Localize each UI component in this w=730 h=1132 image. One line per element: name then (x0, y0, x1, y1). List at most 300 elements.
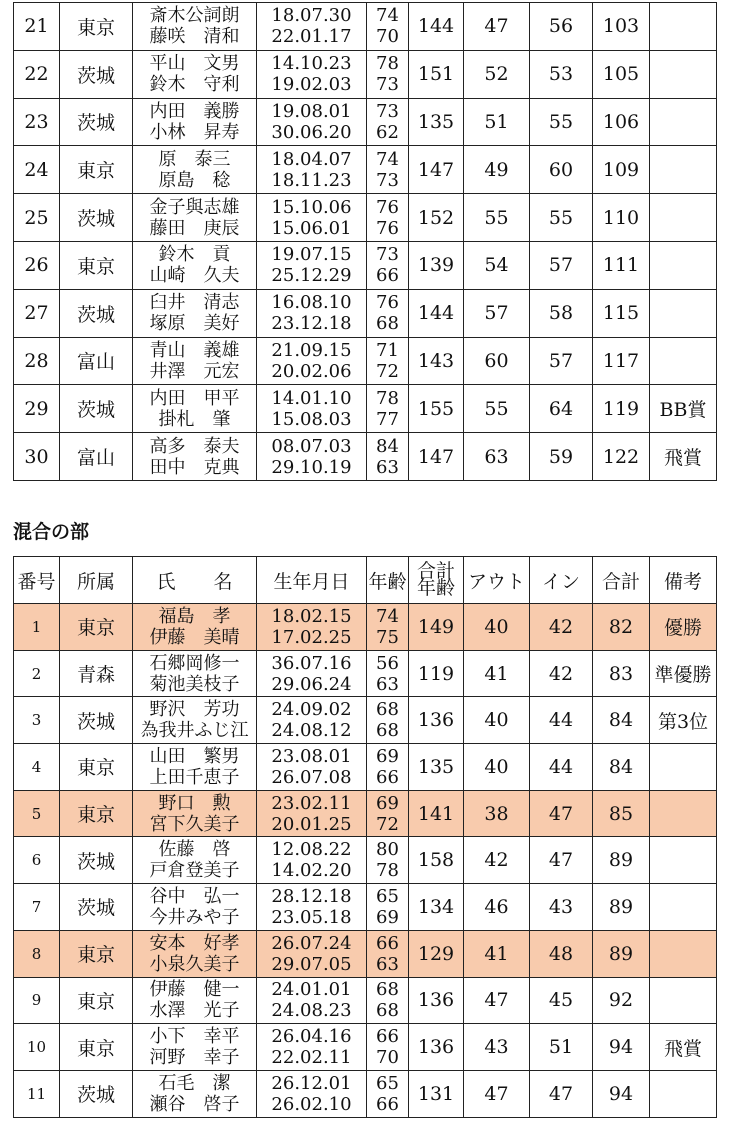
row-names-line: 斎木公詞朗 (149, 5, 240, 27)
row-affiliation: 茨城 (60, 385, 133, 433)
row-note (650, 289, 717, 337)
row-ages-line: 74 (376, 605, 399, 627)
row-dobs-line: 24.08.23 (271, 1000, 352, 1022)
row-note: 飛賞 (650, 1024, 717, 1071)
row-names-line: 為我井ふじ江 (140, 720, 249, 742)
row-total: 106 (593, 98, 650, 146)
row-out: 46 (464, 884, 530, 931)
row-ages (367, 146, 409, 194)
row-total-age: 135 (409, 744, 464, 791)
row-dobs-line: 22.02.11 (271, 1047, 352, 1069)
row-names-line: 内田 甲平 (149, 387, 240, 409)
row-total-age: 119 (409, 650, 464, 697)
row-names (133, 744, 257, 791)
results-table-continued (13, 2, 717, 481)
row-names-line: 伊藤 健一 (149, 979, 240, 1001)
row-ages-line: 84 (376, 435, 399, 457)
row-names-line: 菊池美枝子 (149, 673, 240, 695)
row-note (650, 98, 717, 146)
row-out: 40 (464, 697, 530, 744)
row-names (133, 241, 257, 289)
row-in: 42 (530, 650, 593, 697)
row-names-line: 小林 昇寿 (149, 121, 240, 143)
row-ages-line: 76 (376, 196, 399, 218)
row-total-age: 147 (409, 146, 464, 194)
row-dobs-line: 20.01.25 (271, 813, 352, 835)
row-names (133, 194, 257, 242)
table-row (14, 790, 717, 837)
row-total: 94 (593, 1024, 650, 1071)
row-names-line: 福島 孝 (158, 605, 231, 627)
row-affiliation: 茨城 (60, 194, 133, 242)
table-row (14, 337, 717, 385)
row-number: 23 (14, 98, 60, 146)
row-dobs-line: 12.08.22 (271, 839, 352, 861)
row-in: 57 (530, 337, 593, 385)
row-total-age: 135 (409, 98, 464, 146)
row-total-age: 144 (409, 289, 464, 337)
table-row (14, 650, 717, 697)
table-row (14, 604, 717, 651)
row-dobs-line: 15.10.06 (271, 196, 352, 218)
row-note (650, 194, 717, 242)
row-dobs (257, 884, 367, 931)
row-ages (367, 930, 409, 977)
row-names (133, 930, 257, 977)
row-ages-line: 77 (376, 408, 399, 430)
row-affiliation: 茨城 (60, 98, 133, 146)
table-row (14, 385, 717, 433)
row-out: 60 (464, 337, 530, 385)
header-no: 番号 (14, 557, 60, 604)
row-number: 5 (14, 790, 60, 837)
row-names (133, 650, 257, 697)
row-ages-line: 66 (376, 265, 399, 287)
row-dobs-line: 29.06.24 (271, 673, 352, 695)
row-names-line: 鈴木 守利 (149, 74, 240, 96)
row-names-line: 宮下久美子 (149, 813, 240, 835)
row-names-line: 伊藤 美晴 (149, 626, 240, 648)
row-dobs-line: 14.01.10 (271, 387, 352, 409)
row-names-line: 内田 義勝 (149, 100, 240, 122)
row-ages-line: 73 (376, 100, 399, 122)
row-total-age: 134 (409, 884, 464, 931)
table-row (14, 194, 717, 242)
row-total: 109 (593, 146, 650, 194)
row-dobs (257, 146, 367, 194)
row-dobs (257, 50, 367, 98)
row-ages (367, 241, 409, 289)
row-number: 21 (14, 3, 60, 51)
header-affiliation: 所属 (60, 557, 133, 604)
row-total: 84 (593, 697, 650, 744)
row-dobs-line: 14.02.20 (271, 860, 352, 882)
row-ages-line: 65 (376, 885, 399, 907)
row-total: 119 (593, 385, 650, 433)
row-number: 2 (14, 650, 60, 697)
row-names-line: 戸倉登美子 (149, 860, 240, 882)
row-ages-line: 68 (376, 699, 399, 721)
row-names-line: 瀬谷 啓子 (149, 1093, 240, 1115)
row-total-age: 149 (409, 604, 464, 651)
row-dobs-line: 26.02.10 (271, 1093, 352, 1115)
row-names (133, 50, 257, 98)
row-dobs-line: 23.12.18 (271, 313, 352, 335)
table-row (14, 3, 717, 51)
row-total: 115 (593, 289, 650, 337)
row-number: 24 (14, 146, 60, 194)
row-dobs (257, 790, 367, 837)
row-total-age: 139 (409, 241, 464, 289)
row-dobs-line: 36.07.16 (271, 652, 352, 674)
row-dobs-line: 16.08.10 (271, 292, 352, 314)
row-in: 55 (530, 194, 593, 242)
row-out: 63 (464, 433, 530, 481)
row-dobs-line: 17.02.25 (271, 626, 352, 648)
row-names (133, 385, 257, 433)
row-dobs-line: 19.08.01 (271, 100, 352, 122)
row-ages-line: 62 (376, 121, 399, 143)
row-note (650, 744, 717, 791)
row-note: 優勝 (650, 604, 717, 651)
row-total: 92 (593, 977, 650, 1024)
row-number: 11 (14, 1070, 60, 1117)
row-note (650, 3, 717, 51)
row-ages (367, 790, 409, 837)
row-ages-line: 70 (376, 26, 399, 48)
row-number: 27 (14, 289, 60, 337)
row-ages-line: 66 (376, 932, 399, 954)
row-note (650, 977, 717, 1024)
row-total: 111 (593, 241, 650, 289)
row-dobs-line: 24.01.01 (271, 979, 352, 1001)
row-out: 57 (464, 289, 530, 337)
row-dobs (257, 697, 367, 744)
row-in: 44 (530, 697, 593, 744)
row-in: 53 (530, 50, 593, 98)
row-total-age: 136 (409, 1024, 464, 1071)
row-total: 105 (593, 50, 650, 98)
row-ages (367, 1070, 409, 1117)
row-out: 47 (464, 3, 530, 51)
row-affiliation: 茨城 (60, 50, 133, 98)
row-dobs-line: 26.04.16 (271, 1026, 352, 1048)
row-note: BB賞 (650, 385, 717, 433)
row-dobs-line: 18.04.07 (271, 148, 352, 170)
row-in: 48 (530, 930, 593, 977)
row-out: 55 (464, 194, 530, 242)
row-note (650, 337, 717, 385)
row-affiliation: 富山 (60, 433, 133, 481)
row-dobs (257, 433, 367, 481)
row-note (650, 884, 717, 931)
table-row (14, 1070, 717, 1117)
row-affiliation: 東京 (60, 604, 133, 651)
row-affiliation: 茨城 (60, 884, 133, 931)
row-ages-line: 69 (376, 792, 399, 814)
row-in: 64 (530, 385, 593, 433)
row-ages (367, 1024, 409, 1071)
row-ages (367, 289, 409, 337)
row-names (133, 3, 257, 51)
row-out: 49 (464, 146, 530, 194)
row-names-line: 河野 幸子 (149, 1047, 240, 1069)
row-affiliation: 東京 (60, 930, 133, 977)
row-affiliation: 東京 (60, 241, 133, 289)
row-number: 26 (14, 241, 60, 289)
table-row (14, 433, 717, 481)
row-names (133, 884, 257, 931)
row-dobs-line: 15.06.01 (271, 217, 352, 239)
results-table-mixed (13, 556, 717, 1118)
row-dobs-line: 25.12.29 (271, 265, 352, 287)
row-names (133, 837, 257, 884)
row-note (650, 790, 717, 837)
row-names-line: 小下 幸平 (149, 1026, 240, 1048)
row-in: 60 (530, 146, 593, 194)
row-dobs-line: 26.07.24 (271, 932, 352, 954)
row-number: 4 (14, 744, 60, 791)
row-number: 10 (14, 1024, 60, 1071)
row-affiliation: 東京 (60, 977, 133, 1024)
row-ages (367, 3, 409, 51)
row-ages-line: 78 (376, 53, 399, 75)
row-dobs-line: 23.05.18 (271, 906, 352, 928)
header-total-age-line2: 年齢 (416, 577, 455, 599)
row-affiliation: 東京 (60, 1024, 133, 1071)
row-number: 6 (14, 837, 60, 884)
row-total-age: 151 (409, 50, 464, 98)
row-dobs (257, 930, 367, 977)
row-names (133, 604, 257, 651)
row-ages (367, 744, 409, 791)
row-number: 25 (14, 194, 60, 242)
row-total-age: 136 (409, 697, 464, 744)
table-row (14, 697, 717, 744)
row-number: 3 (14, 697, 60, 744)
row-out: 41 (464, 650, 530, 697)
row-ages-line: 78 (376, 860, 399, 882)
row-ages-line: 70 (376, 1047, 399, 1069)
row-total: 89 (593, 884, 650, 931)
row-total: 94 (593, 1070, 650, 1117)
row-in: 55 (530, 98, 593, 146)
row-ages-line: 65 (376, 1072, 399, 1094)
row-dobs-line: 18.07.30 (271, 5, 352, 27)
header-out: アウト (464, 557, 530, 604)
row-out: 38 (464, 790, 530, 837)
table-row (14, 977, 717, 1024)
row-dobs-line: 08.07.03 (271, 435, 352, 457)
row-total-age: 144 (409, 3, 464, 51)
header-total: 合計 (593, 557, 650, 604)
row-ages-line: 63 (376, 456, 399, 478)
row-total-age: 158 (409, 837, 464, 884)
row-in: 57 (530, 241, 593, 289)
row-total: 82 (593, 604, 650, 651)
row-dobs-line: 26.12.01 (271, 1072, 352, 1094)
row-ages-line: 76 (376, 217, 399, 239)
row-note (650, 837, 717, 884)
row-total-age: 152 (409, 194, 464, 242)
row-ages (367, 977, 409, 1024)
row-affiliation: 茨城 (60, 697, 133, 744)
row-total-age: 141 (409, 790, 464, 837)
row-names-line: 上田千恵子 (149, 766, 240, 788)
row-total: 85 (593, 790, 650, 837)
row-ages (367, 385, 409, 433)
row-names-line: 野沢 芳功 (149, 699, 240, 721)
row-total-age: 129 (409, 930, 464, 977)
row-dobs (257, 837, 367, 884)
row-in: 56 (530, 3, 593, 51)
table-row (14, 744, 717, 791)
row-ages-line: 74 (376, 148, 399, 170)
row-ages-line: 75 (376, 626, 399, 648)
row-ages-line: 66 (376, 1026, 399, 1048)
row-names-line: 青山 義雄 (149, 339, 240, 361)
row-total: 89 (593, 837, 650, 884)
row-ages-line: 66 (376, 1093, 399, 1115)
row-ages-line: 63 (376, 673, 399, 695)
row-total-age: 143 (409, 337, 464, 385)
row-ages-line: 76 (376, 292, 399, 314)
row-names-line: 臼井 清志 (149, 292, 240, 314)
row-dobs-line: 29.07.05 (271, 953, 352, 975)
row-out: 40 (464, 744, 530, 791)
row-affiliation: 東京 (60, 3, 133, 51)
row-names-line: 石郷岡修一 (149, 652, 240, 674)
table-row (14, 930, 717, 977)
row-ages-line: 68 (376, 313, 399, 335)
row-dobs (257, 604, 367, 651)
row-dobs (257, 337, 367, 385)
row-dobs-line: 19.07.15 (271, 244, 352, 266)
row-names (133, 289, 257, 337)
header-name: 氏 名 (133, 557, 257, 604)
row-affiliation: 東京 (60, 790, 133, 837)
row-ages (367, 337, 409, 385)
row-names-line: 水澤 光子 (149, 1000, 240, 1022)
row-ages-line: 69 (376, 745, 399, 767)
row-note: 第3位 (650, 697, 717, 744)
row-total-age: 147 (409, 433, 464, 481)
row-dobs-line: 15.08.03 (271, 408, 352, 430)
header-age: 年齢 (367, 557, 409, 604)
table-row (14, 884, 717, 931)
row-note (650, 1070, 717, 1117)
row-ages-line: 68 (376, 979, 399, 1001)
row-ages-line: 63 (376, 953, 399, 975)
row-ages (367, 433, 409, 481)
row-dobs-line: 24.09.02 (271, 699, 352, 721)
row-out: 43 (464, 1024, 530, 1071)
row-dobs-line: 23.08.01 (271, 745, 352, 767)
row-ages-line: 68 (376, 720, 399, 742)
row-affiliation: 茨城 (60, 289, 133, 337)
row-ages (367, 98, 409, 146)
row-out: 55 (464, 385, 530, 433)
row-total: 83 (593, 650, 650, 697)
row-total-age: 131 (409, 1070, 464, 1117)
row-in: 47 (530, 837, 593, 884)
row-names (133, 1070, 257, 1117)
row-ages-line: 69 (376, 906, 399, 928)
row-ages (367, 837, 409, 884)
table-row (14, 1024, 717, 1071)
row-ages (367, 604, 409, 651)
row-ages (367, 697, 409, 744)
row-dobs-line: 14.10.23 (271, 53, 352, 75)
row-dobs (257, 289, 367, 337)
row-ages-line: 68 (376, 1000, 399, 1022)
row-note: 飛賞 (650, 433, 717, 481)
row-names-line: 金子與志雄 (149, 196, 240, 218)
header-total-age-line1: 合計 (416, 560, 455, 582)
row-out: 42 (464, 837, 530, 884)
row-total: 103 (593, 3, 650, 51)
row-names-line: 佐藤 啓 (158, 839, 231, 861)
row-ages-line: 66 (376, 766, 399, 788)
row-dobs-line: 26.07.08 (271, 766, 352, 788)
row-affiliation: 茨城 (60, 1070, 133, 1117)
row-affiliation: 東京 (60, 744, 133, 791)
row-names-line: 小泉久美子 (149, 953, 240, 975)
row-names-line: 塚原 美好 (149, 313, 240, 335)
row-names-line: 井澤 元宏 (149, 360, 240, 382)
row-names-line: 掛札 肇 (158, 408, 231, 430)
row-dobs (257, 3, 367, 51)
row-number: 30 (14, 433, 60, 481)
row-ages-line: 74 (376, 5, 399, 27)
row-ages-line: 72 (376, 813, 399, 835)
row-in: 42 (530, 604, 593, 651)
row-in: 51 (530, 1024, 593, 1071)
row-total: 117 (593, 337, 650, 385)
row-dobs-line: 23.02.11 (271, 792, 352, 814)
row-note (650, 241, 717, 289)
row-out: 47 (464, 1070, 530, 1117)
row-dobs (257, 194, 367, 242)
row-ages-line: 78 (376, 387, 399, 409)
row-names-line: 鈴木 貢 (158, 244, 231, 266)
row-names (133, 977, 257, 1024)
row-dobs-line: 19.02.03 (271, 74, 352, 96)
row-dobs-line: 21.09.15 (271, 339, 352, 361)
row-names-line: 野口 勲 (158, 792, 231, 814)
row-total: 89 (593, 930, 650, 977)
row-names-line: 藤咲 清和 (149, 26, 240, 48)
header-in: イン (530, 557, 593, 604)
row-total: 110 (593, 194, 650, 242)
row-names (133, 98, 257, 146)
row-dobs (257, 650, 367, 697)
row-ages-line: 72 (376, 360, 399, 382)
row-number: 1 (14, 604, 60, 651)
table-row (14, 146, 717, 194)
row-dobs (257, 1024, 367, 1071)
row-dobs (257, 385, 367, 433)
table-row (14, 837, 717, 884)
row-ages (367, 50, 409, 98)
row-affiliation: 茨城 (60, 837, 133, 884)
row-number: 7 (14, 884, 60, 931)
row-total: 84 (593, 744, 650, 791)
table-row (14, 98, 717, 146)
row-note: 準優勝 (650, 650, 717, 697)
section-title-mixed: 混合の部 (13, 521, 90, 543)
row-out: 41 (464, 930, 530, 977)
